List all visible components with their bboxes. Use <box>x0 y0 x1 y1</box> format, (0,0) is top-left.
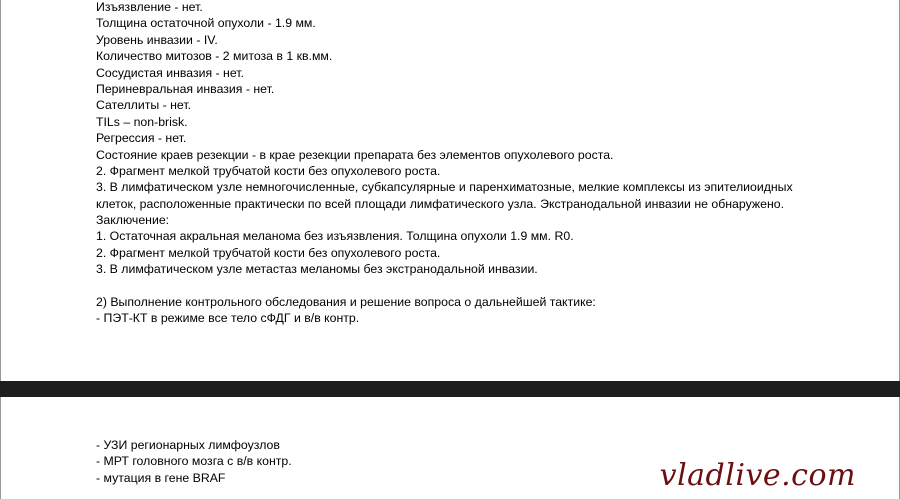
text-line-conclusion-3: 3. В лимфатическом узле метастаз меланомы без экстранодальной инвазии. <box>96 262 538 277</box>
text-line-lymph-node-1: 3. В лимфатическом узле немногочисленные, субкапсулярные и паренхиматозные, мелкие комплексы из эпителиоидных <box>96 180 793 195</box>
text-line-satellites: Сателлиты - нет. <box>96 98 192 113</box>
text-line-conclusion-1: 1. Остаточная акральная меланома без изъязвления. Толщина опухоли 1.9 мм. R0. <box>96 229 574 244</box>
watermark-logo: vladlive.com <box>659 458 856 493</box>
text-line-conclusion-heading: Заключение: <box>96 213 170 228</box>
text-line-braf: - мутация в гене BRAF <box>96 470 226 485</box>
text-line-vascular-invasion: Сосудистая инвазия - нет. <box>96 65 244 80</box>
text-line-tils: TILs – non-brisk. <box>96 114 188 129</box>
text-line-resection-margins: Состояние краев резекции - в крае резекции препарата без элементов опухолевого роста. <box>96 147 614 162</box>
text-line-pet-ct: - ПЭТ-КТ в режиме все тело сФДГ и в/в контр. <box>96 311 360 326</box>
page-2-text-block <box>96 437 292 486</box>
text-line-conclusion-2: 2. Фрагмент мелкой трубчатой кости без опухолевого роста. <box>96 245 441 260</box>
text-line-regression: Регрессия - нет. <box>96 131 187 146</box>
page-1-text-block <box>96 0 793 327</box>
text-line-ultrasound: - УЗИ регионарных лимфоузлов <box>96 438 280 452</box>
text-line-ulceration: Изъязвление - нет. <box>96 0 203 14</box>
blank-line <box>96 278 793 294</box>
text-line-residual-thickness: Толщина остаточной опухоли - 1.9 мм. <box>96 16 316 31</box>
text-line-followup-heading: 2) Выполнение контрольного обследования и решение вопроса о дальнейшей тактике: <box>96 295 596 310</box>
text-line-perineural-invasion: Периневральная инвазия - нет. <box>96 81 275 96</box>
text-line-mri: - МРТ головного мозга с в/в контр. <box>96 454 292 469</box>
page-separator <box>0 381 900 397</box>
text-line-lymph-node-2: клеток, расположенные практически по всей площади лимфатического узла. Экстранодальной инвазии не обнаружено. <box>96 196 784 211</box>
text-line-invasion-level: Уровень инвазии - IV. <box>96 32 218 47</box>
text-line-mitoses: Количество митозов - 2 митоза в 1 кв.мм. <box>96 49 333 64</box>
text-line-bone-fragment: 2. Фрагмент мелкой трубчатой кости без опухолевого роста. <box>96 163 441 178</box>
